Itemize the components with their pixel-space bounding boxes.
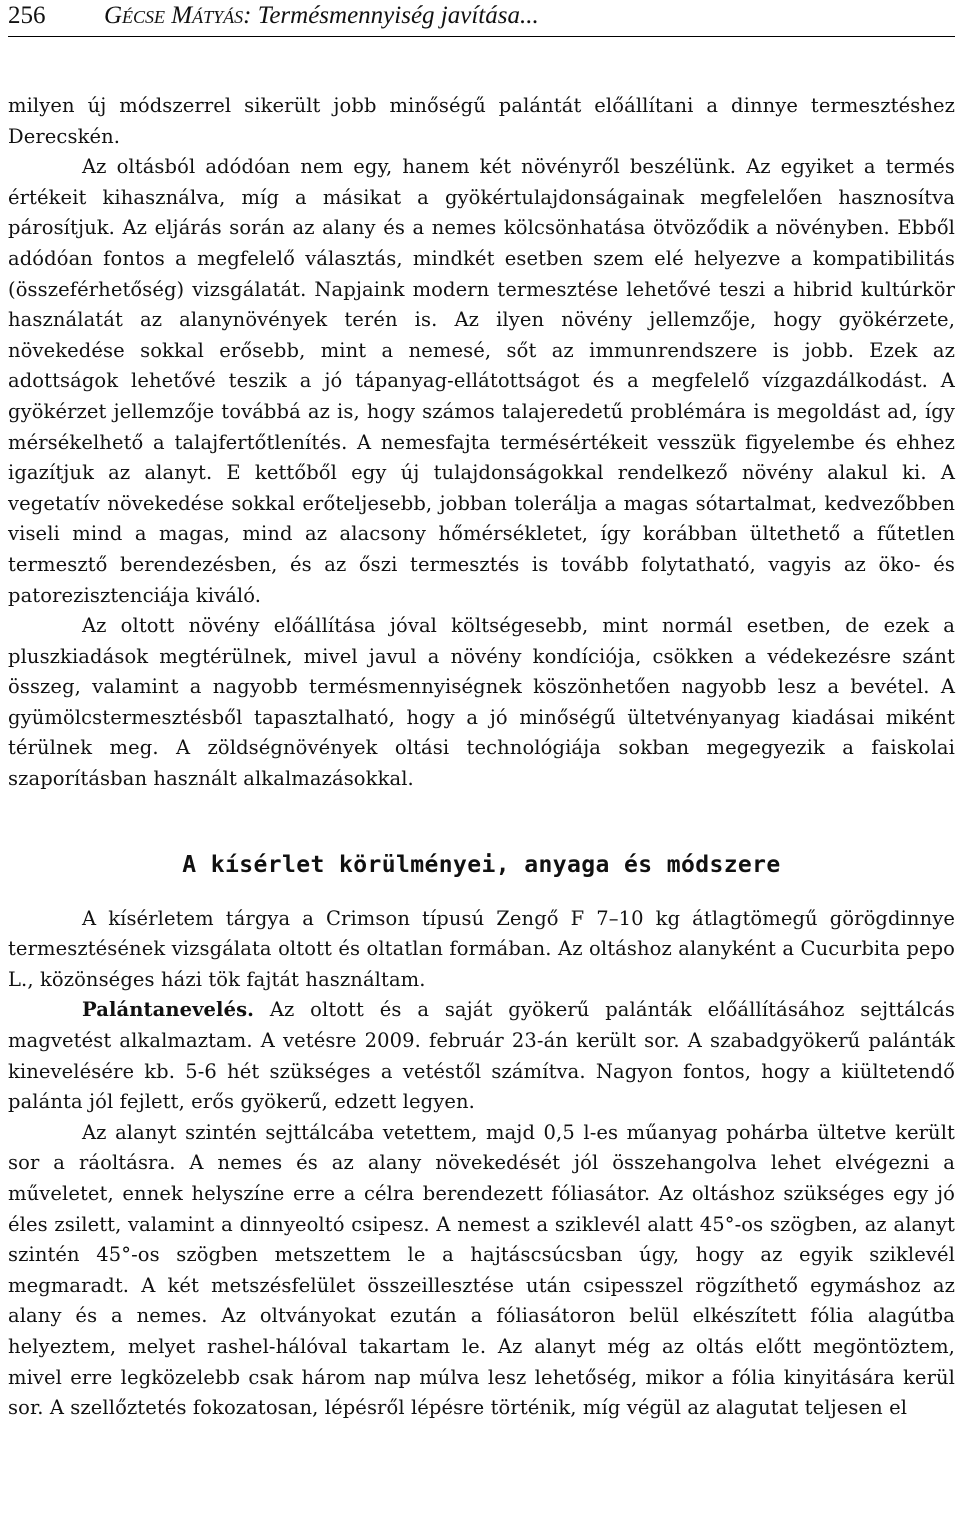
running-author: Gécse Mátyás: [104,2,252,29]
running-title-text: Termésmennyiség javítása... [257,2,539,29]
paragraph-seedling-text: Az oltott és a saját gyökerű palánták előállításához sejttálcás magvetést alkalmaztam. A vetésre 2009. február 23-án került sor. A szabadgyökerű palánták kinevelésére kb. 5-6 hét szükséges a vetéstől számítva. Nagyon fontos, hogy a kiültetendő palánta jól fejlett, erős gyökerű, edzett legyen. [8,998,955,1114]
running-title [104,2,539,30]
paragraph-grafting-basics: Az oltásból adódóan nem egy, hanem két növényről beszélünk. Az egyiket a termés értékeit kihasználva, míg a másikat a gyökértulajdonságainak megfelelően hasznosítva párosítjuk. Az eljárás során az alany és a nemes kölcsönhatása ötvöződik a növényben. Ebből adódóan fontos a megfelelő választás, mindkét esetben szem elé helyezve a kompatibilitás (összeférhetőség) vizsgálatát. Napjaink modern termesztése lehetővé teszi a hibrid kultúrkör használatát az alanynövények terén is. Az ilyen növény jellemzője, hogy gyökérzete, növekedése sokkal erősebb, mint a nemesé, sőt az immunrendszere is jobb. Ezek az adottságok lehetővé teszik a jó tápanyag-ellátottságot és a megfelelő vízgazdálkodást. A gyökérzet jellemzője továbbá az is, hogy számos talajeredetű problémára is megoldást ad, így mérsékelhető a talajfertőtlenítés. A nemesfajta termésértékeit vesszük figyelembe és ehhez igazítjuk az alanyt. E kettőből egy új tulajdonságokkal rendelkező növény alakul ki. A vegetatív növekedése sokkal erőteljesebb, jobban tolerálja a magas sótartalmat, kedvezőbben viseli mind a magas, mind az alacsony hőmérsékletet, így korábban ültethető a fűtetlen termesztő berendezésben, és az őszi termesztés is tovább folytatható, vagyis az öko- és patorezisztenciája kiváló. [8,155,955,607]
page-number: 256 [8,2,46,29]
page-body [8,91,955,1424]
paragraph-intro-continued: milyen új módszerrel sikerült jobb minőségű palántát előállítani a dinnye termesztéshez Derecskén. [8,94,955,148]
running-header [8,0,955,37]
paragraph-experiment-subject: A kísérletem tárgya a Crimson típusú Zengő F 7–10 kg átlagtömegű görögdinnye termesztésének vizsgálata oltott és oltatlan formában. Az oltáshoz alanyként a Cucurbita pepo L., közönséges házi tök fajtát használtam. [8,906,955,991]
section-heading: A kísérlet körülményei, anyaga és módszere [182,851,781,878]
paragraph-lead-term: Palántanevelés. [82,998,255,1022]
paragraph-seedling-raising [8,995,955,1117]
paragraph-grafting-procedure: Az alanyt szintén sejttálcába vetettem, majd 0,5 l-es műanyag pohárba ültetve került sor a ráoltásra. A nemes és az alany növekedését jól összehangolva lehet elvégezni a műveletet, ennek helyszíne erre a célra berendezett fóliasátor. Az oltáshoz szükséges egy jó éles zsilett, valamint a dinnyeoltó csipesz. A nemest a sziklevél alatt 45°-os szögben, az alanyt szintén 45°-os szögben metszettem le a hajtáscsúcsban úgy, hogy az egyik sziklevél megmaradt. A két metszésfelület összeillesztése után csipesszel rögzíthető egymáshoz az alany és a nemes. Az oltványokat ezután a fóliasátoron belül elkészített fólia alagútba helyeztem, melyet rashel-hálóval takartam le. Az alanyt még az oltás előtt megöntöztem, mivel erre legközelebb csak három nap múlva lesz lehetőség, mikor a fólia kinyitására kerül sor. A szellőztetés fokozatosan, lépésről lépésre történik, míg végül az alagutat teljesen el [8,1120,955,1420]
paragraph-grafting-costs: Az oltott növény előállítása jóval költségesebb, mint normál esetben, de ezek a pluszkiadások megtérülnek, mivel javul a növény kondíciója, csökken a védekezésre szánt összeg, valamint a nagyobb termésmennyiségnek köszönhetően nagyobb lesz a bevétel. A gyümölcstermesztésből tapasztalható, hogy a jó minőségű ültetvényanyag kiadásai miként térülnek meg. A zöldségnövények oltási technológiája sokban megegyezik a faiskolai szaporításban használt alkalmazásokkal. [8,614,955,791]
